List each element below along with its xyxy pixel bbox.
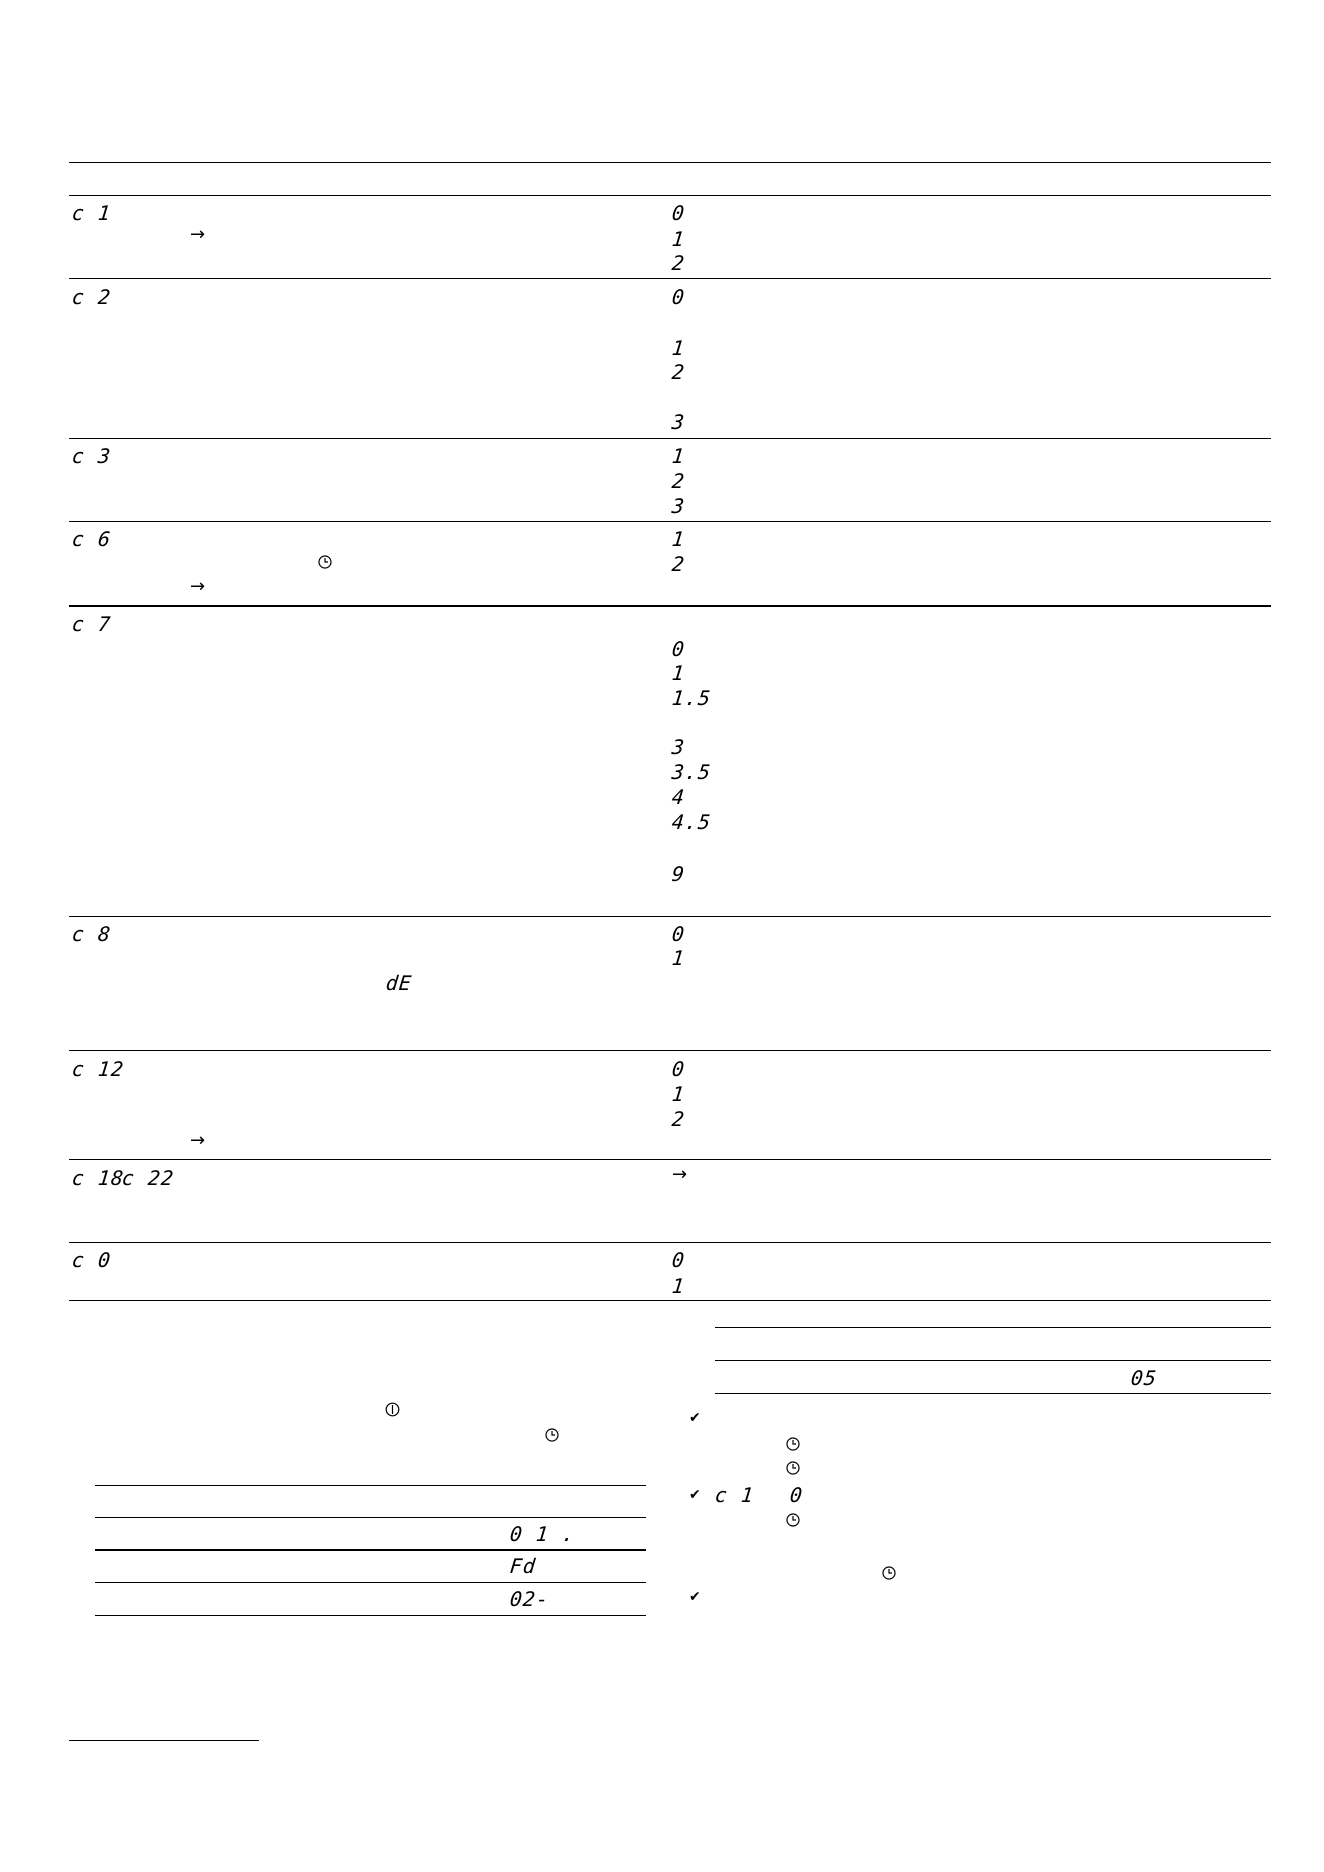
setting-value: 1.5 — [670, 686, 713, 710]
display-readout: 02- — [508, 1587, 551, 1611]
setting-code: c 1 — [713, 1483, 756, 1507]
right-arrow-icon: → — [190, 576, 206, 597]
check-icon: ✔ — [689, 1410, 701, 1426]
setting-code: c 2 — [70, 285, 113, 309]
timer-icon — [882, 1566, 896, 1580]
check-icon: ✔ — [689, 1487, 701, 1503]
row-divider — [69, 605, 1271, 607]
setting-value: 1 — [670, 1082, 687, 1106]
row-divider — [69, 1159, 1271, 1160]
setting-value: 2 — [670, 469, 687, 493]
setting-value: 4.5 — [670, 810, 713, 834]
setting-value: 0 — [670, 922, 687, 946]
subtable-rule — [95, 1615, 646, 1616]
row-divider — [69, 916, 1271, 917]
setting-code: c 22 — [120, 1166, 176, 1190]
setting-value: 1 — [670, 946, 687, 970]
setting-code: c 6 — [70, 527, 113, 551]
setting-value: 1 — [670, 227, 687, 251]
right-arrow-icon: → — [190, 1130, 206, 1151]
setting-value: 1 — [670, 336, 687, 360]
setting-value: 3 — [670, 735, 687, 759]
setting-value: 2 — [670, 552, 687, 576]
row-divider — [69, 1050, 1271, 1051]
setting-code: c 1 — [70, 201, 113, 225]
subtable-rule — [715, 1360, 1271, 1361]
setting-value: 3 — [670, 410, 687, 434]
row-divider — [69, 278, 1271, 279]
setting-code: c 12 — [70, 1057, 126, 1081]
footnote-rule — [69, 1740, 259, 1741]
setting-value: 0 — [670, 201, 687, 225]
setting-value: 1 — [670, 527, 687, 551]
timer-icon — [545, 1428, 559, 1442]
setting-code: c 8 — [70, 922, 113, 946]
setting-value: 0 — [670, 1248, 687, 1272]
setting-code: c 3 — [70, 444, 113, 468]
setting-code: c 0 — [70, 1248, 113, 1272]
setting-value: 0 — [788, 1483, 805, 1507]
setting-code: c 18 — [70, 1166, 126, 1190]
power-icon — [385, 1402, 400, 1417]
setting-value: 2 — [670, 251, 687, 275]
table-top-rule — [69, 162, 1271, 163]
timer-icon — [786, 1513, 800, 1527]
setting-value: 1 — [670, 661, 687, 685]
right-arrow-icon: → — [672, 1164, 688, 1185]
subtable-rule — [95, 1549, 646, 1551]
display-readout: dE — [384, 971, 414, 995]
display-readout: Fd — [508, 1554, 538, 1578]
display-readout: 05 — [1129, 1366, 1159, 1390]
setting-value: 1 — [670, 1274, 687, 1298]
setting-code: c 7 — [70, 612, 113, 636]
table-header-rule — [69, 195, 1271, 196]
setting-value: 3.5 — [670, 760, 713, 784]
row-divider — [69, 1242, 1271, 1243]
subtable-rule — [715, 1393, 1271, 1394]
setting-value: 9 — [670, 862, 687, 886]
subtable-rule — [95, 1582, 646, 1583]
row-divider — [69, 521, 1271, 522]
setting-value: 2 — [670, 360, 687, 384]
setting-value: 0 — [670, 285, 687, 309]
subtable-rule — [715, 1327, 1271, 1328]
setting-value: 4 — [670, 785, 687, 809]
subtable-rule — [95, 1485, 646, 1486]
timer-icon — [318, 555, 332, 569]
setting-value: 2 — [670, 1107, 687, 1131]
setting-value: 0 — [670, 1057, 687, 1081]
right-arrow-icon: → — [190, 224, 206, 245]
check-icon: ✔ — [689, 1589, 701, 1605]
setting-value: 1 — [670, 444, 687, 468]
subtable-rule — [95, 1517, 646, 1518]
table-bottom-rule — [69, 1300, 1271, 1301]
timer-icon — [786, 1437, 800, 1451]
timer-icon — [786, 1461, 800, 1475]
setting-value: 3 — [670, 494, 687, 518]
display-readout: 0 1 . — [508, 1522, 577, 1546]
setting-value: 0 — [670, 637, 687, 661]
row-divider — [69, 438, 1271, 439]
